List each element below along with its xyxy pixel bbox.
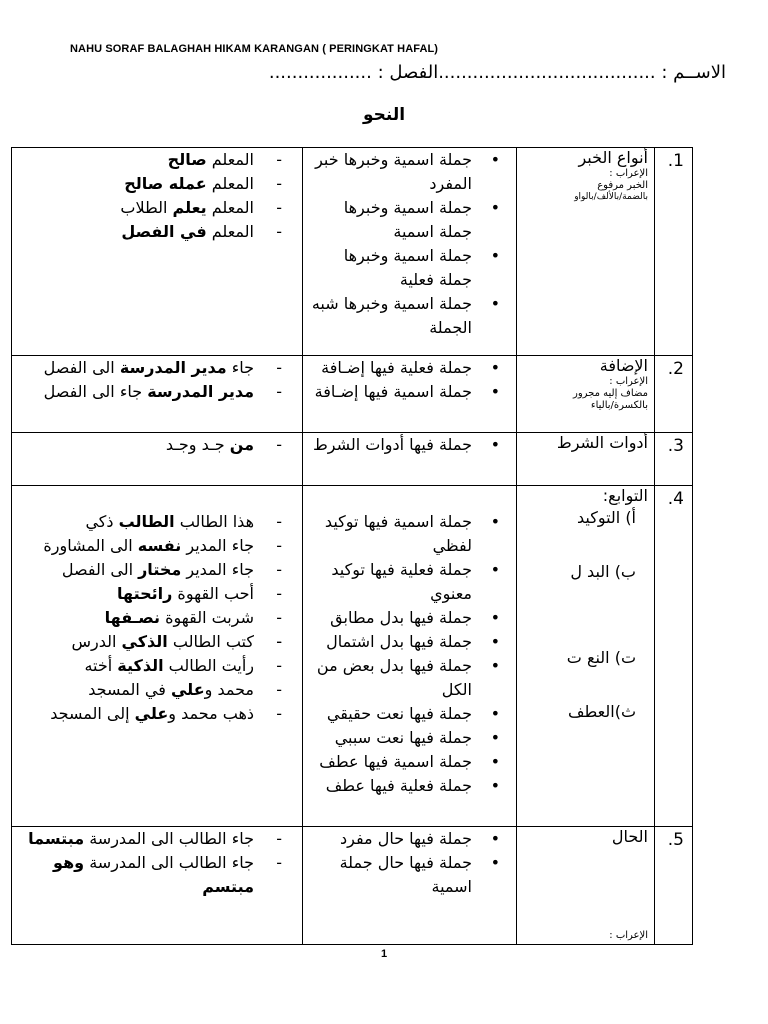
example-item: - من جـد وجـد	[18, 433, 296, 457]
row-number: .5	[667, 830, 684, 850]
irab-label: الإعراب :	[609, 376, 648, 387]
sentence-type-item: • جملة فيها نعت حقيقي	[309, 702, 506, 726]
examples-list	[12, 510, 302, 726]
section-title: النحو	[362, 105, 406, 125]
type-cell	[517, 356, 655, 433]
sentences-cell	[303, 356, 517, 433]
sentence-type-item: • جملة فيها حال جملة اسمية	[309, 851, 506, 899]
sentence-type-item: • جملة اسمية وخبرها جملة فعلية	[309, 244, 506, 292]
sentence-type-item: • جملة اسمية وخبرها جملة اسمية	[309, 196, 506, 244]
row-number: .4	[667, 489, 684, 509]
example-item: - ذهب محمد وعلي إلى المسجد	[18, 702, 296, 726]
example-item: - المعلم في الفصل	[18, 220, 296, 244]
tawabi-item: ث)العطف	[567, 702, 636, 721]
row-number: .1	[667, 151, 684, 171]
type-cell	[517, 486, 655, 827]
examples-cell	[12, 433, 303, 486]
example-item: - محمد وعلي في المسجد	[18, 678, 296, 702]
examples-cell	[12, 148, 303, 356]
table-row	[12, 486, 693, 827]
example-item: - شربت القهوة نصـفها	[18, 606, 296, 630]
sentence-types-list	[303, 148, 516, 340]
sentences-cell	[303, 148, 517, 356]
page-number: 1	[380, 948, 388, 960]
sentence-type-item: • جملة فيها أدوات الشرط	[309, 433, 506, 457]
student-name-class-line: الاســم : ......................................الفصل : ..................	[268, 62, 726, 83]
sentence-type-item: • جملة فعلية فيها توكيد معنوي	[309, 558, 506, 606]
table-row	[12, 827, 693, 945]
sentences-cell	[303, 827, 517, 945]
sentence-types-list	[303, 827, 516, 899]
type-label: الإضافة	[599, 356, 648, 375]
example-item: - أحب القهوة رائحتها	[18, 582, 296, 606]
example-item: - جاء المدير نفسه الى المشاورة	[18, 534, 296, 558]
example-item: - كتب الطالب الذكي الدرس	[18, 630, 296, 654]
example-item: - هذا الطالب الطالب ذكي	[18, 510, 296, 534]
sentence-type-item: • جملة اسمية وخبرها خبر المفرد	[309, 148, 506, 196]
table-row	[12, 356, 693, 433]
type-label: الحال	[611, 827, 648, 846]
example-item: - مدير المدرسة جاء الى الفصل	[18, 380, 296, 404]
tawabi-item: أ) التوكيد	[576, 508, 636, 527]
type-cell	[517, 433, 655, 486]
row-number: .2	[667, 359, 684, 379]
sentences-cell	[303, 486, 517, 827]
sentence-type-item: • جملة فيها نعت سببي	[309, 726, 506, 750]
example-item: - جاء المدير مختار الى الفصل	[18, 558, 296, 582]
sentence-type-item: • جملة فعلية فيها عطف	[309, 774, 506, 798]
type-cell	[517, 148, 655, 356]
sentence-type-item: • جملة اسمية وخبرها شبه الجملة	[309, 292, 506, 340]
sentence-types-list	[303, 510, 516, 798]
type-label: أدوات الشرط	[556, 433, 648, 452]
examples-cell	[12, 356, 303, 433]
examples-cell	[12, 486, 303, 827]
examples-list	[12, 827, 302, 899]
examples-list	[12, 356, 302, 404]
sentence-type-item: • جملة فيها بدل بعض من الكل	[309, 654, 506, 702]
number-cell	[655, 433, 693, 486]
sentence-type-item: • جملة فعلية فيها إضـافة	[309, 356, 506, 380]
number-cell	[655, 486, 693, 827]
example-item: - المعلم عمله صالح	[18, 172, 296, 196]
example-item: - المعلم صالح	[18, 148, 296, 172]
irab-label: الإعراب :	[609, 930, 648, 941]
sentences-cell	[303, 433, 517, 486]
sentence-type-item: • جملة فيها بدل اشتمال	[309, 630, 506, 654]
number-cell	[655, 148, 693, 356]
type-label: أنواع الخبر	[578, 148, 648, 167]
irab-label: الإعراب :	[609, 168, 648, 179]
irab-text: بالكسرة/بالياء	[590, 400, 648, 411]
sentence-type-item: • جملة فيها حال مفرد	[309, 827, 506, 851]
grammar-table	[11, 147, 693, 945]
type-cell	[517, 827, 655, 945]
irab-text: الخبر مرفوع	[597, 180, 648, 191]
sentence-type-item: • جملة اسمية فيها إضـافة	[309, 380, 506, 404]
example-item: - رأيت الطالب الذكية أخته	[18, 654, 296, 678]
sentence-types-list	[303, 433, 516, 457]
irab-text: مضاف إليه مجرور	[573, 388, 648, 399]
irab-text: بالضمة/بالألف/بالواو	[574, 192, 648, 202]
tawabi-item: ب) البد ل	[570, 562, 636, 581]
table-row	[12, 148, 693, 356]
sentence-type-item: • جملة فيها بدل مطابق	[309, 606, 506, 630]
example-item: - جاء مدير المدرسة الى الفصل	[18, 356, 296, 380]
examples-list	[12, 148, 302, 244]
type-label: التوابع:	[602, 486, 648, 505]
example-item: - المعلم يعلم الطلاب	[18, 196, 296, 220]
example-item: - جاء الطالب الى المدرسة مبتسما	[18, 827, 296, 851]
number-cell	[655, 827, 693, 945]
examples-cell	[12, 827, 303, 945]
examples-list	[12, 433, 302, 457]
sentence-type-item: • جملة اسمية فيها توكيد لفظي	[309, 510, 506, 558]
row-number: .3	[667, 436, 684, 456]
number-cell	[655, 356, 693, 433]
sentence-types-list	[303, 356, 516, 404]
sentence-type-item: • جملة اسمية فيها عطف	[309, 750, 506, 774]
tawabi-item: ت) النع ت	[566, 648, 636, 667]
table-row	[12, 433, 693, 486]
document-header-subject: NAHU SORAF BALAGHAH HIKAM KARANGAN ( PERINGKAT HAFAL)	[70, 43, 439, 55]
example-item: - جاء الطالب الى المدرسة وهو مبتسم	[18, 851, 296, 899]
